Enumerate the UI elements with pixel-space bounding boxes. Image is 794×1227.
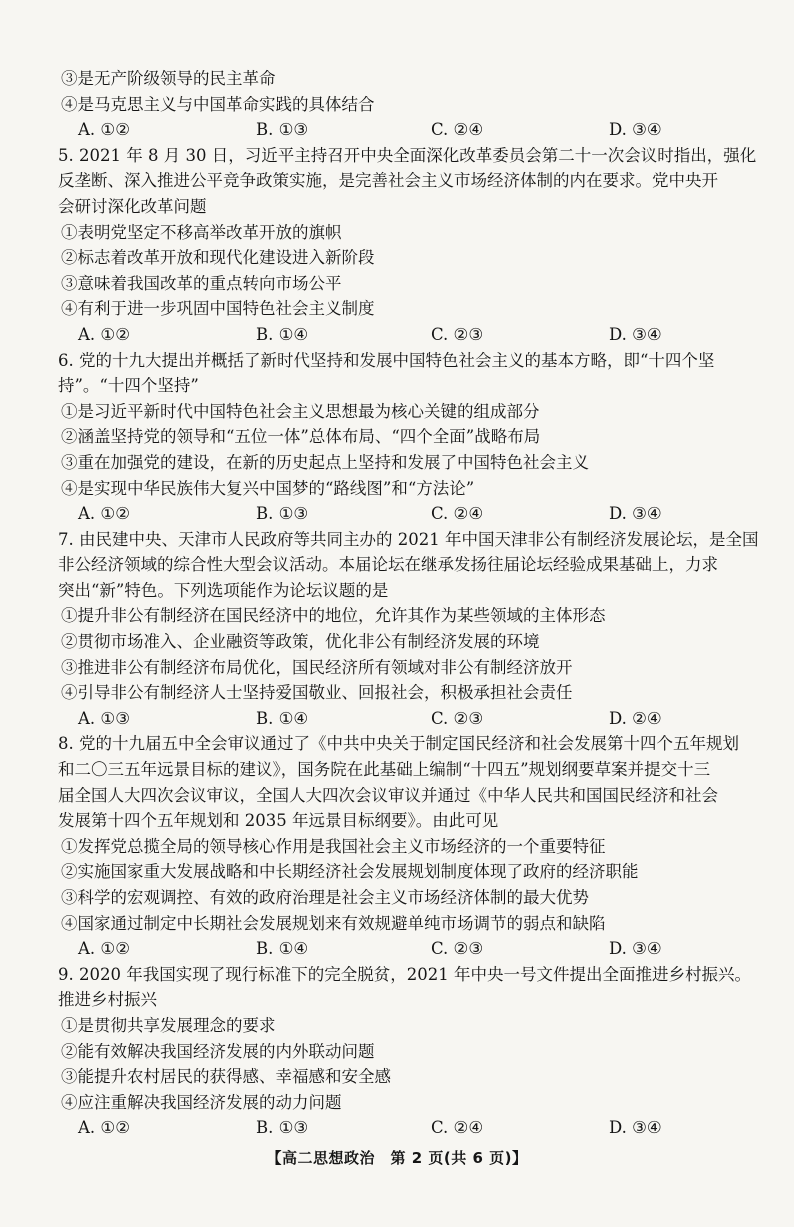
question-stem-line: 突出“新”特色。下列选项能作为论坛议题的是 bbox=[58, 580, 389, 600]
choice-d: D. ③④ bbox=[609, 1118, 662, 1138]
question-6 bbox=[58, 348, 770, 527]
option-4: ④国家通过制定中长期社会发展规划来有效规避单纯市场调节的弱点和缺陷 bbox=[61, 913, 606, 933]
choice-a: A. ①③ bbox=[78, 708, 130, 728]
choice-a: A. ①② bbox=[78, 504, 130, 524]
option-3: ③意味着我国改革的重点转向市场公平 bbox=[61, 273, 342, 293]
question-4-tail bbox=[58, 66, 770, 143]
option-2: ②涵盖坚持党的领导和“五位一体”总体布局、“四个全面”战略布局 bbox=[61, 427, 541, 447]
choice-c: C. ②③ bbox=[431, 708, 484, 728]
choice-a: A. ①② bbox=[78, 120, 130, 140]
choice-d: D. ③④ bbox=[609, 120, 662, 140]
option-3: ③能提升农村居民的获得感、幸福感和安全感 bbox=[61, 1067, 391, 1087]
question-stem-line: 届全国人大四次会议审议，全国人大四次会议审议并通过《中华人民共和国国民经济和社会 bbox=[58, 785, 718, 805]
question-stem-line: 8. 党的十九届五中全会审议通过了《中共中央关于制定国民经济和社会发展第十四个五年规划 bbox=[58, 734, 739, 754]
option-3: ③重在加强党的建设，在新的历史起点上坚持和发展了中国特色社会主义 bbox=[61, 452, 589, 472]
answer-choices bbox=[58, 1115, 770, 1141]
choice-d: D. ③④ bbox=[609, 939, 662, 959]
choice-c: C. ②④ bbox=[431, 504, 484, 524]
option-2: ②能有效解决我国经济发展的内外联动问题 bbox=[61, 1041, 375, 1061]
answer-choices bbox=[58, 936, 770, 962]
answer-choices bbox=[58, 117, 770, 143]
question-content bbox=[58, 66, 770, 1141]
question-stem-line: 5. 2021 年 8 月 30 日，习近平主持召开中央全面深化改革委员会第二十一次会议时指出，强化 bbox=[58, 145, 757, 165]
choice-b: B. ①③ bbox=[256, 504, 309, 524]
option-1: ①是习近平新时代中国特色社会主义思想最为核心关键的组成部分 bbox=[61, 401, 540, 421]
option-1: ①发挥党总揽全局的领导核心作用是我国社会主义市场经济的一个重要特征 bbox=[61, 836, 606, 856]
choice-b: B. ①③ bbox=[256, 1118, 309, 1138]
option-3: ③科学的宏观调控、有效的政府治理是社会主义市场经济体制的最大优势 bbox=[61, 888, 589, 907]
question-8 bbox=[58, 731, 770, 961]
option-3: ③是无产阶级领导的民主革命 bbox=[61, 69, 276, 88]
choice-b: B. ①④ bbox=[256, 708, 309, 728]
question-stem-line: 7. 由民建中央、天津市人民政府等共同主办的 2021 年中国天津非公有制经济发展论坛，是全国 bbox=[58, 529, 759, 549]
choice-d: D. ③④ bbox=[609, 504, 662, 524]
question-stem-line: 9. 2020 年我国实现了现行标准下的完全脱贫，2021 年中央一号文件提出全面推进乡村振兴。 bbox=[58, 964, 751, 984]
choice-a: A. ①② bbox=[78, 1118, 130, 1138]
question-stem-line: 推进乡村振兴 bbox=[58, 990, 157, 1010]
answer-choices bbox=[58, 706, 770, 732]
choice-c: C. ②③ bbox=[431, 324, 484, 344]
option-1: ①表明党坚定不移高举改革开放的旗帜 bbox=[61, 222, 342, 242]
choice-b: B. ①④ bbox=[256, 939, 309, 959]
choice-c: C. ②④ bbox=[431, 1118, 484, 1138]
question-stem-line: 和二〇三五年远景目标的建议》，国务院在此基础上编制“十四五”规划纲要草案并提交十三 bbox=[58, 760, 711, 780]
choice-a: A. ①② bbox=[78, 324, 130, 344]
choice-d: D. ②④ bbox=[609, 708, 662, 728]
question-stem-line: 发展第十四个五年规划和 2035 年远景目标纲要》。由此可见 bbox=[58, 811, 499, 831]
option-1: ①是贯彻共享发展理念的要求 bbox=[61, 1015, 276, 1035]
choice-b: B. ①③ bbox=[256, 120, 309, 140]
question-stem-line: 非公经济领域的综合性大型会议活动。本届论坛在继承发扬往届论坛经验成果基础上，力求 bbox=[58, 555, 718, 575]
option-4: ④是马克思主义与中国革命实践的具体结合 bbox=[61, 94, 375, 114]
option-1: ①提升非公有制经济在国民经济中的地位，允许其作为某些领域的主体形态 bbox=[61, 606, 606, 626]
question-7 bbox=[58, 527, 770, 732]
page-footer: 【高二思想政治 第 2 页(共 6 页)】 bbox=[266, 1149, 528, 1167]
option-2: ②贯彻市场准入、企业融资等政策，优化非公有制经济发展的环境 bbox=[61, 632, 540, 652]
question-stem-line: 反垄断、深入推进公平竞争政策实施，是完善社会主义市场经济体制的内在要求。党中央开 bbox=[58, 171, 718, 191]
option-4: ④应注重解决我国经济发展的动力问题 bbox=[61, 1092, 342, 1112]
answer-choices bbox=[58, 322, 770, 348]
choice-d: D. ③④ bbox=[609, 324, 662, 344]
question-5 bbox=[58, 143, 770, 348]
question-stem-line: 持”。“十四个坚持” bbox=[58, 376, 199, 396]
question-9 bbox=[58, 962, 770, 1141]
choice-c: C. ②③ bbox=[431, 939, 484, 959]
question-stem-line: 会研讨深化改革问题 bbox=[58, 196, 207, 216]
choice-a: A. ①② bbox=[78, 939, 130, 959]
option-2: ②标志着改革开放和现代化建设进入新阶段 bbox=[61, 248, 375, 268]
answer-choices bbox=[58, 501, 770, 527]
choice-c: C. ②④ bbox=[431, 120, 484, 140]
option-3: ③推进非公有制经济布局优化，国民经济所有领域对非公有制经济放开 bbox=[61, 657, 573, 677]
option-2: ②实施国家重大发展战略和中长期经济社会发展规划制度体现了政府的经济职能 bbox=[61, 862, 639, 882]
question-stem-line: 6. 党的十九大提出并概括了新时代坚持和发展中国特色社会主义的基本方略，即“十四个坚 bbox=[58, 350, 715, 370]
option-4: ④引导非公有制经济人士坚持爱国敬业、回报社会，积极承担社会责任 bbox=[61, 683, 573, 703]
choice-b: B. ①④ bbox=[256, 324, 309, 344]
option-4: ④有利于进一步巩固中国特色社会主义制度 bbox=[61, 299, 375, 319]
option-4: ④是实现中华民族伟大复兴中国梦的“路线图”和“方法论” bbox=[61, 478, 475, 498]
